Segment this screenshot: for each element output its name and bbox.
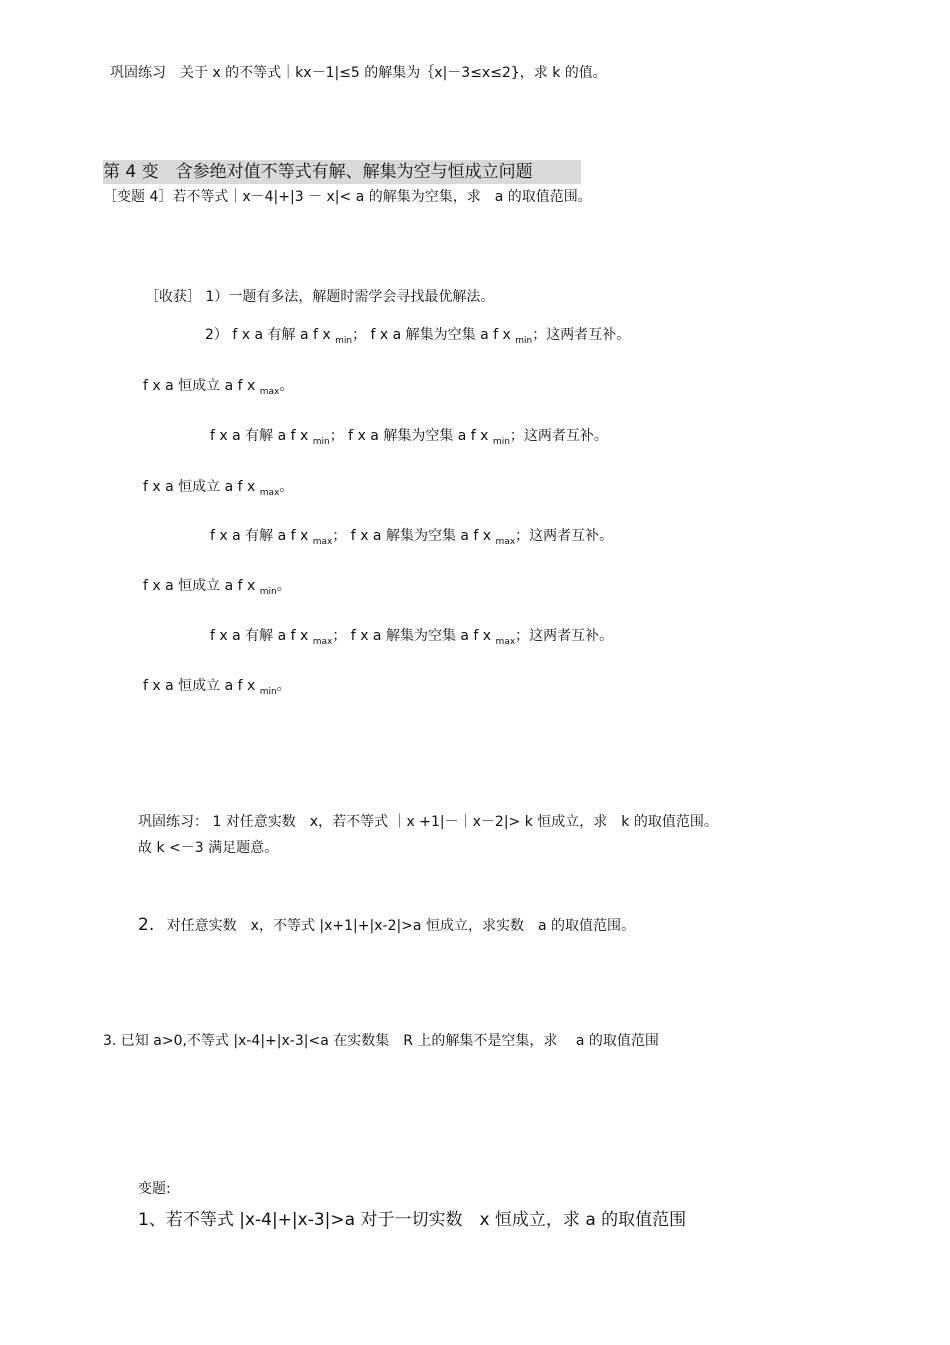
rule-3-line-b: f x a 恒成立 a f x $_{min}$。 <box>143 578 291 597</box>
variant-question-1: 1、若不等式 |x-4|+|x-3|>a 对于一切实数 x 恒成立，求 a 的取值范围 <box>138 1210 687 1230</box>
practice-question-1: 巩固练习： 1 对任意实数 x，若不等式 ｜x +1|－｜x－2|> k 恒成立，求 k 的取值范围。 <box>138 814 718 830</box>
variant-4-question: ［变题 4］若不等式｜x－4|+|3 － x|< a 的解集为空集，求 a 的取值范围。 <box>103 189 592 205</box>
rule-2-line-a: f x a 有解 a f x $_{min}$； f x a 解集为空集 a f x $_{min}$；这两者互补。 <box>210 428 608 447</box>
question-2-text: 对任意实数 x，不等式 |x+1|+|x-2|>a 恒成立，求实数 a 的取值范围。 <box>166 918 635 934</box>
gain-summary: ［收获］ 1）一题有多法，解题时需学会寻找最优解法。 <box>145 289 495 305</box>
rule-1-line-a: 2） f x a 有解 a f x $_{min}$； f x a 解集为空集 a f x $_{min}$；这两者互补。 <box>205 327 631 346</box>
rule-2-line-b: f x a 恒成立 a f x $_{max}$。 <box>143 479 294 498</box>
rule-3-line-a: f x a 有解 a f x $_{max}$； f x a 解集为空集 a f x $_{max}$；这两者互补。 <box>210 528 614 547</box>
practice-intro: 巩固练习 关于 x 的不等式｜kx－1|≤5 的解集为｛x|－3≤x≤2}，求 k 的值。 <box>110 65 607 81</box>
practice-answer-1: 故 k <－3 满足题意。 <box>138 840 279 856</box>
section-heading: 第 4 变 含参绝对值不等式有解、解集为空与恒成立问题 <box>103 162 533 182</box>
variant-label: 变题: <box>138 1181 171 1197</box>
section-heading-box <box>103 160 581 184</box>
question-3: 3. 已知 a>0,不等式 |x-4|+|x-3|<a 在实数集 R 上的解集不是空集，求 a 的取值范围 <box>103 1033 659 1049</box>
question-2 <box>138 914 635 936</box>
question-2-number: 2. <box>138 915 155 935</box>
rule-4-line-b: f x a 恒成立 a f x $_{min}$。 <box>143 678 291 697</box>
rule-1-line-b: f x a 恒成立 a f x $_{max}$。 <box>143 378 294 397</box>
rule-4-line-a: f x a 有解 a f x $_{max}$； f x a 解集为空集 a f x $_{max}$；这两者互补。 <box>210 628 614 647</box>
